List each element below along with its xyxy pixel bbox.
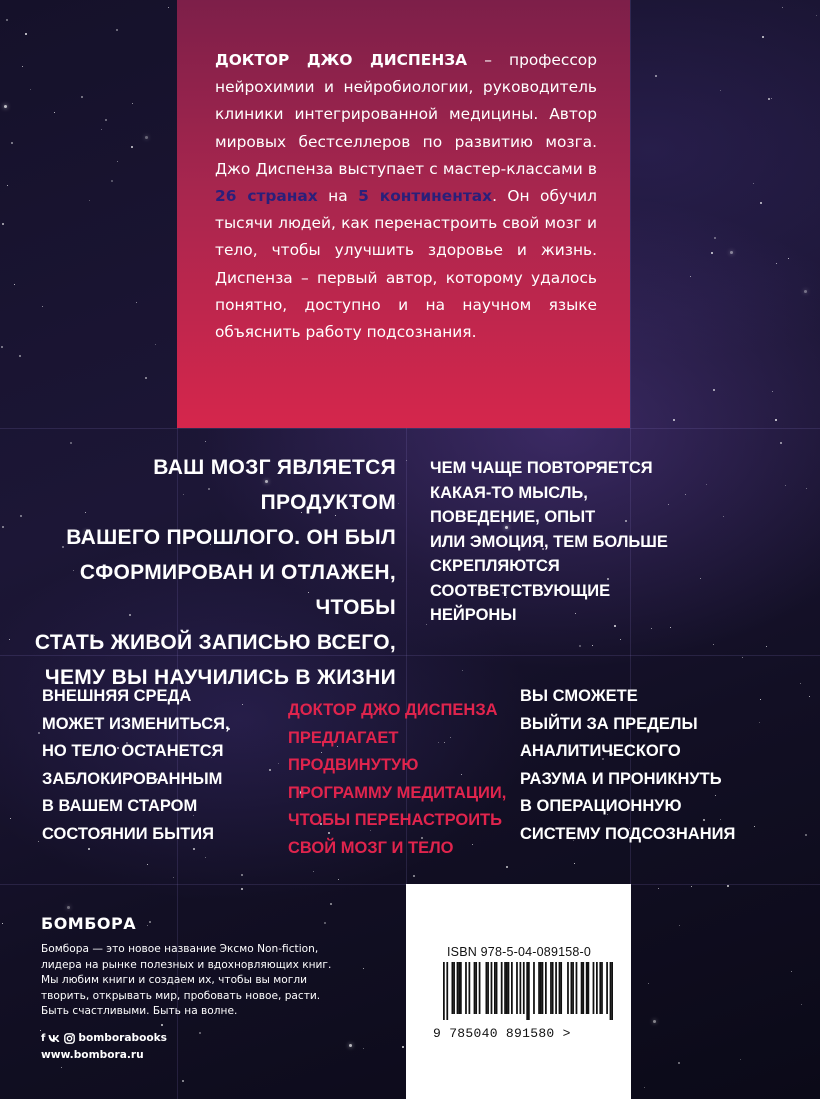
star <box>760 202 762 204</box>
quote-line: СТАТЬ ЖИВОЙ ЗАПИСЬЮ ВСЕГО, <box>34 631 396 654</box>
star <box>30 89 31 90</box>
star <box>398 503 399 504</box>
star <box>771 98 772 99</box>
grid-line <box>0 428 820 429</box>
publisher-description-line: лидера на рынке полезных и вдохновляющих книг. <box>41 958 332 971</box>
quote-line: ВАШ МОЗГ ЯВЛЯЕТСЯ ПРОДУКТОМ <box>153 456 396 514</box>
star <box>278 763 279 764</box>
star <box>413 875 415 877</box>
bio-highlight-countries: 26 странах <box>215 187 318 206</box>
quote-line: СИСТЕМУ ПОДСОЗНАНИЯ <box>520 824 736 843</box>
star <box>20 515 22 517</box>
star <box>644 1087 645 1088</box>
star <box>2 223 4 225</box>
star <box>42 306 43 307</box>
barcode-digits: 9 785040 891580 > <box>433 1026 571 1041</box>
star <box>816 15 817 16</box>
star <box>655 75 657 77</box>
publisher-description <box>41 942 391 1020</box>
star <box>679 925 680 926</box>
star <box>740 1059 741 1060</box>
star <box>145 377 147 379</box>
star <box>766 646 767 647</box>
star <box>775 419 777 421</box>
star <box>149 921 151 923</box>
star <box>10 818 11 819</box>
star <box>88 848 90 850</box>
star <box>193 848 195 850</box>
star <box>61 1067 62 1068</box>
star <box>101 129 102 130</box>
quote-line: ВАШЕГО ПРОШЛОГО. ОН БЫЛ <box>66 526 396 549</box>
star <box>727 885 729 887</box>
facebook-icon[interactable]: f <box>41 1032 46 1044</box>
quote-line: КАКАЯ-ТО МЫСЛЬ, <box>430 483 588 502</box>
author-bio <box>215 47 597 346</box>
star <box>182 1080 184 1082</box>
quote-line: ПОВЕДЕНИЕ, ОПЫТ <box>430 508 596 526</box>
star <box>772 391 773 392</box>
star <box>324 922 326 924</box>
quote-line: ДОКТОР ДЖО ДИСПЕНЗА <box>288 701 498 719</box>
star <box>147 864 148 865</box>
star <box>19 355 21 357</box>
quote-line: АНАЛИТИЧЕСКОГО <box>520 742 681 760</box>
publisher-description-line: Быть счастливыми. Быть на волне. <box>41 1005 238 1018</box>
star <box>38 732 40 734</box>
star <box>70 442 72 444</box>
star <box>780 442 782 444</box>
star <box>147 925 148 926</box>
star <box>155 344 156 345</box>
author-name: ДОКТОР ДЖО ДИСПЕНЗА <box>215 51 468 69</box>
bio-text: . Он обучил тысячи людей, как перенастроить свой мозг и тело, чтобы улучшить здоровье и жизнь. Диспенза – первый автор, которому удалось понятно, доступно и на научном языке объяснить работу подсознания. <box>215 187 597 342</box>
star <box>205 441 206 442</box>
star <box>658 888 659 889</box>
quote-line: СКРЕПЛЯЮТСЯ <box>430 557 560 575</box>
star <box>40 1030 41 1031</box>
star <box>402 1046 404 1048</box>
star <box>173 877 174 878</box>
publisher-website[interactable]: www.bombora.ru <box>41 1049 144 1061</box>
star <box>648 983 649 984</box>
quote-line: ЧЕМУ ВЫ НАУЧИЛИСЬ В ЖИЗНИ <box>44 666 396 689</box>
quote-line: ВНЕШНЯЯ СРЕДА <box>42 687 192 705</box>
publisher-description-line: творить, открывать мир, пробовать новое, расти. <box>41 989 321 1002</box>
star <box>313 871 314 872</box>
star <box>805 834 807 836</box>
star <box>363 1048 364 1049</box>
quote-subconscious <box>520 683 780 848</box>
star <box>9 639 10 640</box>
star <box>54 112 55 113</box>
quote-line: СООТВЕТСТВУЮЩИЕ <box>430 581 611 600</box>
star <box>788 258 789 259</box>
quote-line: В ОПЕРАЦИОННУЮ <box>520 797 682 815</box>
bio-highlight-continents: 5 континентах <box>358 187 493 206</box>
star <box>713 389 715 391</box>
quote-line: СВОЙ МОЗГ И ТЕЛО <box>288 838 454 857</box>
publisher-description-line: Мы любим книги и создаем их, чтобы вы могли <box>41 974 307 987</box>
star <box>653 1020 656 1023</box>
star <box>117 161 118 162</box>
bio-text: на <box>317 187 359 206</box>
quote-line: МОЖЕТ ИЗМЕНИТЬСЯ, <box>42 714 230 733</box>
star <box>161 1024 163 1026</box>
publisher-description-line: Бомбора — это новое название Эксмо Non-fiction, <box>41 943 319 955</box>
quote-meditation <box>288 697 508 862</box>
star <box>426 624 427 625</box>
star <box>4 105 7 108</box>
star <box>199 1032 201 1034</box>
star <box>579 645 581 647</box>
quote-line: ПРЕДЛАГАЕТ ПРОДВИНУТУЮ <box>288 728 419 774</box>
star <box>592 645 593 646</box>
star <box>742 657 743 658</box>
star <box>730 251 733 254</box>
star <box>132 103 133 104</box>
star <box>7 185 8 186</box>
star <box>691 886 692 887</box>
star <box>105 119 107 121</box>
star <box>506 866 508 868</box>
vk-icon[interactable] <box>48 1034 61 1043</box>
star <box>241 874 243 876</box>
star <box>2 526 4 528</box>
quote-line: РАЗУМА И ПРОНИКНУТЬ <box>520 769 722 788</box>
quote-brain-product <box>30 450 396 695</box>
star <box>116 29 118 31</box>
star <box>2 923 3 924</box>
star <box>462 670 463 671</box>
star <box>136 302 137 303</box>
star <box>338 879 339 880</box>
quote-line: НЕЙРОНЫ <box>430 606 517 624</box>
quote-line: НО ТЕЛО ОСТАНЕТСЯ <box>42 742 224 760</box>
isbn: ISBN 978-5-04-089158-0 <box>447 945 592 959</box>
star <box>713 644 714 645</box>
star <box>81 96 83 98</box>
star <box>349 1044 352 1047</box>
star <box>620 639 621 640</box>
star <box>806 488 807 489</box>
star <box>67 906 70 909</box>
star <box>753 183 754 184</box>
instagram-icon[interactable] <box>64 1033 75 1044</box>
quote-line: СФОРМИРОВАН И ОТЛАЖЕН, ЧТОБЫ <box>79 561 396 619</box>
star <box>25 33 27 35</box>
star <box>1 346 3 348</box>
star <box>330 903 332 905</box>
quote-line: ЗАБЛОКИРОВАННЫМ <box>42 769 223 788</box>
star <box>801 1004 802 1005</box>
star <box>804 290 807 293</box>
star <box>673 419 675 421</box>
quote-line: ИЛИ ЭМОЦИЯ, ТЕМ БОЛЬШЕ <box>430 532 668 551</box>
publisher-name: БОМБОРА <box>41 914 137 933</box>
star <box>111 180 113 182</box>
social-handle[interactable]: bomborabooks <box>78 1032 167 1044</box>
star <box>14 284 15 285</box>
star <box>711 252 713 254</box>
quote-line: ЧЕМ ЧАЩЕ ПОВТОРЯЕТСЯ <box>430 459 653 477</box>
star <box>651 628 652 629</box>
star <box>800 683 801 684</box>
star <box>720 90 721 91</box>
star <box>768 98 770 100</box>
star <box>38 841 39 842</box>
star <box>678 1062 680 1064</box>
star <box>791 971 792 972</box>
star <box>89 200 90 201</box>
star <box>168 7 169 8</box>
social-links <box>41 1032 167 1044</box>
quote-line: ВЫ СМОЖЕТЕ <box>520 687 638 705</box>
star <box>776 263 777 264</box>
barcode-icon <box>443 962 613 1020</box>
quote-line: В ВАШЕМ СТАРОМ <box>42 797 198 815</box>
star <box>205 857 206 858</box>
star <box>690 276 691 277</box>
quote-line: ЧТОБЫ ПЕРЕНАСТРОИТЬ <box>288 811 502 829</box>
bio-text: – профессор нейрохимии и нейробиологии, руководитель клиники интегрированной медицины. Автор мировых бестселлеров по развитию мозга. Джо Диспенза выступает с мастер-классами в <box>215 51 597 178</box>
quote-line: ВЫЙТИ ЗА ПРЕДЕЛЫ <box>520 714 698 733</box>
quote-environment <box>42 683 272 848</box>
star <box>11 142 13 144</box>
quote-neurons <box>430 456 730 628</box>
star <box>785 485 786 486</box>
star <box>22 66 23 67</box>
star <box>714 237 716 239</box>
star <box>762 36 764 38</box>
star <box>6 19 8 21</box>
star <box>574 863 575 864</box>
star <box>241 888 243 890</box>
quote-line: ПРОГРАММУ МЕДИТАЦИИ, <box>288 783 507 802</box>
quote-line: СОСТОЯНИИ БЫТИЯ <box>42 824 215 843</box>
star <box>809 696 810 697</box>
star <box>145 136 148 139</box>
star <box>131 146 133 148</box>
star <box>782 7 783 8</box>
